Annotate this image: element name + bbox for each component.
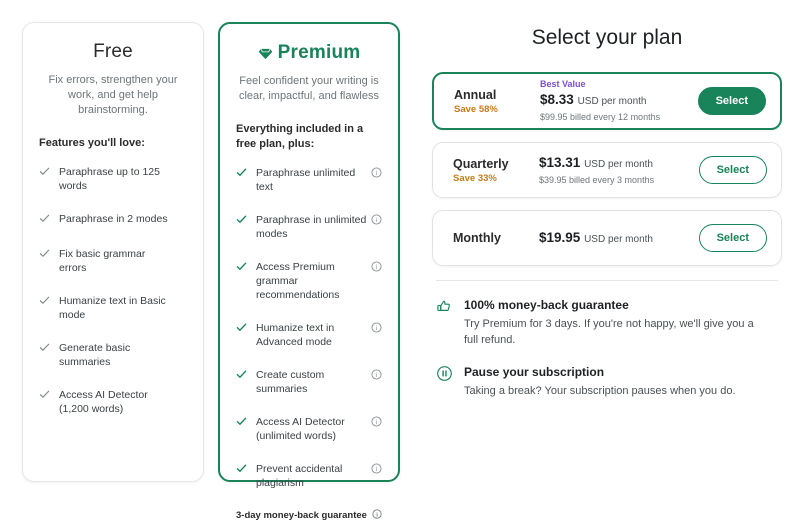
best-value-badge: Best Value [540, 79, 586, 89]
list-item [236, 462, 382, 490]
info-icon[interactable] [371, 167, 382, 178]
list-item-label: Create custom summaries [256, 369, 325, 395]
list-item-label: Prevent accidental plagiarism [256, 463, 343, 489]
list-item [39, 165, 187, 193]
premium-plan-subtitle: Feel confident your writing is clear, impactful, and flawless [238, 75, 379, 102]
list-item [236, 321, 382, 349]
thumbs-up-icon [436, 298, 453, 348]
perk-body: Taking a break? Your subscription pauses when you do. [464, 385, 736, 397]
list-item-label: Humanize text in Advanced mode [256, 322, 335, 348]
plan-option-savings: Save 33% [453, 172, 497, 184]
plan-option-price [539, 154, 699, 173]
list-item-label: Fix basic grammar errors [59, 248, 146, 274]
check-icon [39, 295, 50, 310]
svg-text:i: i [375, 264, 378, 272]
list-item [236, 213, 382, 241]
pause-icon [436, 365, 453, 399]
perk-text-block [464, 297, 756, 348]
select-annual-button[interactable]: Select [698, 87, 766, 115]
plan-option-monthly[interactable] [432, 210, 782, 266]
list-item [39, 294, 187, 322]
perk-text-block [464, 364, 736, 399]
free-features-heading: Features you'll love: [39, 137, 145, 149]
premium-feature-list [236, 166, 382, 490]
free-feature-list [39, 165, 187, 416]
svg-text:i: i [375, 372, 378, 380]
check-icon [236, 463, 247, 478]
premium-guarantee [236, 509, 382, 522]
plan-option-price-unit: USD per month [577, 96, 647, 107]
list-item-label: Access AI Detector (unlimited words) [256, 416, 345, 442]
plan-comparison [22, 22, 400, 521]
plan-option-price-amount: $8.33 [540, 92, 574, 107]
list-item-label: Paraphrase up to 125 words [59, 166, 160, 192]
plan-option-price-block [537, 229, 699, 248]
plan-option-price-block [538, 78, 698, 124]
plan-option-billing-note: $99.95 billed every 12 months [540, 112, 661, 122]
list-item-label: Paraphrase in 2 modes [59, 213, 168, 225]
plan-option-price-amount: $13.31 [539, 154, 581, 170]
list-item-label: Generate basic summaries [59, 342, 131, 368]
list-item-label: Access Premium grammar recommendations [256, 261, 340, 301]
list-item [39, 247, 187, 275]
svg-text:i: i [376, 512, 378, 519]
perk-title: 100% money-back guarantee [464, 298, 629, 312]
free-plan-title: Free [93, 41, 133, 62]
plan-option-name: Annual [454, 87, 497, 102]
perk-pause-subscription [432, 364, 782, 399]
page-title: Select your plan [531, 26, 683, 49]
plan-option-price-block [537, 154, 699, 187]
plan-option-name: Monthly [453, 231, 501, 245]
plan-option-name: Quarterly [453, 156, 509, 171]
svg-text:i: i [375, 466, 378, 474]
check-icon [236, 167, 247, 182]
list-item [236, 368, 382, 396]
list-item [236, 166, 382, 194]
free-plan-subtitle: Fix errors, strengthen your work, and get help brainstorming. [48, 74, 178, 116]
check-icon [39, 213, 50, 228]
plan-option-billing-note: $39.95 billed every 3 months [539, 174, 655, 185]
svg-text:i: i [375, 217, 378, 225]
premium-plan-card [218, 22, 400, 521]
plan-option-price-amount: $19.95 [539, 229, 581, 245]
plan-option-price-unit: USD per month [584, 158, 653, 170]
premium-plan-title-text: Premium [277, 42, 361, 63]
svg-text:i: i [375, 325, 378, 333]
info-icon[interactable] [371, 416, 382, 427]
check-icon [39, 342, 50, 357]
select-quarterly-button[interactable]: Select [699, 156, 767, 184]
list-item [236, 260, 382, 302]
perk-money-back [432, 297, 782, 348]
list-item-label: Paraphrase unlimited text [256, 167, 356, 193]
plan-option-price [539, 229, 699, 248]
check-icon [39, 166, 50, 181]
plan-option-name-block [454, 87, 538, 116]
plan-option-quarterly[interactable] [432, 142, 782, 198]
plan-option-name-block [453, 230, 537, 246]
section-divider [436, 280, 778, 281]
list-item [39, 341, 187, 369]
perk-body: Try Premium for 3 days. If you're not happy, we'll give you a full refund. [464, 318, 754, 346]
check-icon [236, 214, 247, 229]
check-icon [236, 369, 247, 384]
plan-option-price [540, 91, 698, 110]
plan-option-name-block [453, 156, 537, 185]
info-icon[interactable] [371, 463, 382, 474]
svg-text:i: i [375, 170, 378, 178]
plan-option-annual[interactable] [432, 72, 782, 130]
check-icon [236, 416, 247, 431]
list-item [39, 388, 187, 416]
info-icon[interactable] [371, 261, 382, 272]
info-icon[interactable] [372, 509, 382, 522]
plan-option-price-unit: USD per month [584, 233, 653, 245]
info-icon[interactable] [371, 214, 382, 225]
list-item-label: Access AI Detector (1,200 words) [59, 389, 148, 415]
select-monthly-button[interactable]: Select [699, 224, 767, 252]
list-item [39, 212, 187, 228]
list-item-label: Paraphrase in unlimited modes [256, 214, 367, 240]
check-icon [236, 261, 247, 276]
gem-icon [258, 46, 273, 61]
perk-title: Pause your subscription [464, 365, 605, 379]
free-plan-card [22, 22, 204, 482]
svg-text:i: i [375, 419, 378, 427]
info-icon[interactable] [371, 322, 382, 333]
check-icon [39, 389, 50, 404]
check-icon [39, 248, 50, 263]
premium-features-heading: Everything included in a free plan, plus: [236, 123, 364, 150]
list-item-label: Humanize text in Basic mode [59, 295, 166, 321]
premium-guarantee-label: 3-day money-back guarantee [236, 510, 367, 521]
list-item [236, 415, 382, 443]
check-icon [236, 322, 247, 337]
premium-plan-title [236, 42, 382, 64]
plan-selector-panel [414, 22, 782, 482]
info-icon[interactable] [371, 369, 382, 380]
plan-option-savings: Save 58% [454, 103, 498, 115]
